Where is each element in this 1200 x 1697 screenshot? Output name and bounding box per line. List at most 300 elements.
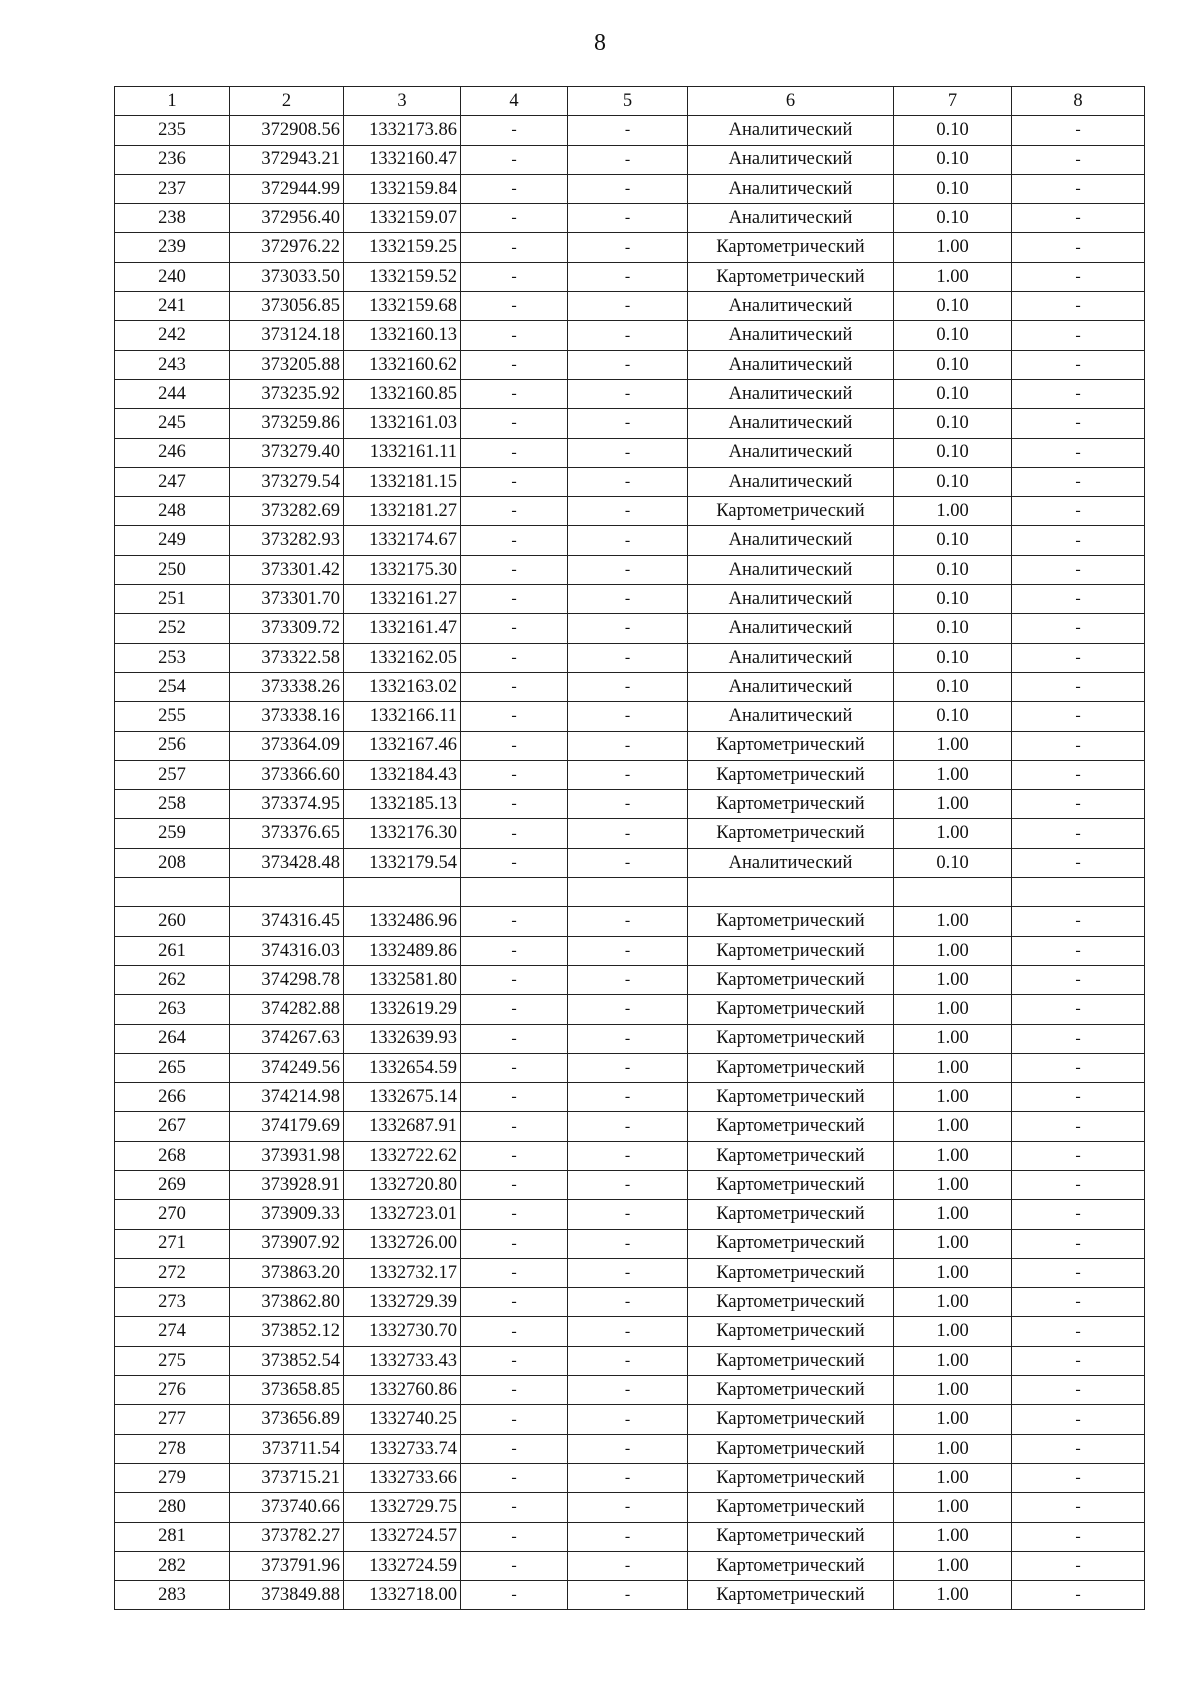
table-row [115, 1083, 1145, 1112]
table-row [115, 995, 1145, 1024]
method-cell: Аналитический [688, 292, 894, 321]
y-coordinate-cell: 1332174.67 [344, 526, 461, 555]
method-cell: Картометрический [688, 1170, 894, 1199]
method-cell: Картометрический [688, 1522, 894, 1551]
point-number-cell: 281 [115, 1522, 230, 1551]
method-cell: Картометрический [688, 936, 894, 965]
accuracy-cell: 1.00 [894, 995, 1012, 1024]
y-coordinate-cell: 1332161.47 [344, 614, 461, 643]
accuracy-cell: 0.10 [894, 438, 1012, 467]
y-coordinate-cell: 1332639.93 [344, 1024, 461, 1053]
x-coordinate-cell: 373852.54 [230, 1346, 344, 1375]
point-number-cell: 239 [115, 233, 230, 262]
point-number-cell: 267 [115, 1112, 230, 1141]
col5-cell: - [568, 1346, 688, 1375]
col8-cell: - [1012, 1200, 1145, 1229]
table-row [115, 204, 1145, 233]
col5-cell: - [568, 672, 688, 701]
method-cell: Картометрический [688, 1229, 894, 1258]
col5-cell: - [568, 204, 688, 233]
accuracy-cell: 0.10 [894, 643, 1012, 672]
y-coordinate-cell: 1332486.96 [344, 907, 461, 936]
x-coordinate-cell: 374316.45 [230, 907, 344, 936]
accuracy-cell: 1.00 [894, 731, 1012, 760]
table-row [115, 1434, 1145, 1463]
col4-cell: - [461, 1522, 568, 1551]
col5-cell: - [568, 1434, 688, 1463]
point-number-cell: 249 [115, 526, 230, 555]
col5-cell: - [568, 1170, 688, 1199]
table-row [115, 790, 1145, 819]
method-cell: Аналитический [688, 321, 894, 350]
x-coordinate-cell: 373791.96 [230, 1551, 344, 1580]
point-number-cell: 248 [115, 497, 230, 526]
col8-cell: - [1012, 936, 1145, 965]
col5-cell: - [568, 1229, 688, 1258]
table-row [115, 1551, 1145, 1580]
col8-cell: - [1012, 1346, 1145, 1375]
table-row [115, 497, 1145, 526]
accuracy-cell: 1.00 [894, 1258, 1012, 1287]
x-coordinate-cell: 373124.18 [230, 321, 344, 350]
point-number-cell [115, 878, 230, 907]
point-number-cell: 242 [115, 321, 230, 350]
method-cell: Картометрический [688, 233, 894, 262]
y-coordinate-cell: 1332654.59 [344, 1053, 461, 1082]
col5-cell [568, 878, 688, 907]
accuracy-cell: 0.10 [894, 848, 1012, 877]
accuracy-cell [894, 878, 1012, 907]
table-row [115, 1376, 1145, 1405]
y-coordinate-cell: 1332724.57 [344, 1522, 461, 1551]
accuracy-cell: 1.00 [894, 1376, 1012, 1405]
accuracy-cell: 1.00 [894, 936, 1012, 965]
col4-cell: - [461, 321, 568, 350]
point-number-cell: 276 [115, 1376, 230, 1405]
col5-cell: - [568, 1083, 688, 1112]
col5-cell: - [568, 1141, 688, 1170]
col5-cell: - [568, 1463, 688, 1492]
accuracy-cell: 1.00 [894, 1200, 1012, 1229]
x-coordinate-cell: 373782.27 [230, 1522, 344, 1551]
col5-cell: - [568, 760, 688, 789]
col4-cell: - [461, 1376, 568, 1405]
table-row [115, 1463, 1145, 1492]
x-coordinate-cell: 373656.89 [230, 1405, 344, 1434]
point-number-cell: 279 [115, 1463, 230, 1492]
method-cell: Аналитический [688, 643, 894, 672]
col8-cell: - [1012, 438, 1145, 467]
accuracy-cell: 0.10 [894, 292, 1012, 321]
col8-cell: - [1012, 409, 1145, 438]
column-header: 4 [461, 87, 568, 116]
col8-cell: - [1012, 731, 1145, 760]
y-coordinate-cell: 1332160.62 [344, 350, 461, 379]
col8-cell: - [1012, 672, 1145, 701]
y-coordinate-cell: 1332160.47 [344, 145, 461, 174]
y-coordinate-cell: 1332161.03 [344, 409, 461, 438]
col8-cell: - [1012, 555, 1145, 584]
col5-cell: - [568, 1493, 688, 1522]
point-number-cell: 255 [115, 702, 230, 731]
y-coordinate-cell: 1332179.54 [344, 848, 461, 877]
method-cell: Аналитический [688, 848, 894, 877]
col5-cell: - [568, 1024, 688, 1053]
col5-cell: - [568, 1112, 688, 1141]
table-row [115, 702, 1145, 731]
method-cell: Аналитический [688, 438, 894, 467]
table-row [115, 936, 1145, 965]
accuracy-cell: 0.10 [894, 467, 1012, 496]
method-cell: Картометрический [688, 1024, 894, 1053]
col4-cell: - [461, 1434, 568, 1463]
col8-cell: - [1012, 526, 1145, 555]
col4-cell: - [461, 614, 568, 643]
y-coordinate-cell: 1332184.43 [344, 760, 461, 789]
col4-cell: - [461, 1200, 568, 1229]
col8-cell: - [1012, 1581, 1145, 1610]
y-coordinate-cell: 1332161.11 [344, 438, 461, 467]
table-row [115, 292, 1145, 321]
accuracy-cell: 0.10 [894, 555, 1012, 584]
y-coordinate-cell: 1332159.68 [344, 292, 461, 321]
col5-cell: - [568, 526, 688, 555]
table-row [115, 438, 1145, 467]
method-cell [688, 878, 894, 907]
col8-cell: - [1012, 321, 1145, 350]
col5-cell: - [568, 819, 688, 848]
col5-cell: - [568, 702, 688, 731]
point-number-cell: 238 [115, 204, 230, 233]
table-row [115, 731, 1145, 760]
col5-cell: - [568, 174, 688, 203]
method-cell: Аналитический [688, 379, 894, 408]
table-row [115, 965, 1145, 994]
point-number-cell: 272 [115, 1258, 230, 1287]
col5-cell: - [568, 1200, 688, 1229]
col4-cell: - [461, 731, 568, 760]
y-coordinate-cell: 1332732.17 [344, 1258, 461, 1287]
accuracy-cell: 1.00 [894, 1288, 1012, 1317]
col4-cell: - [461, 907, 568, 936]
table-row [115, 262, 1145, 291]
x-coordinate-cell: 374249.56 [230, 1053, 344, 1082]
col5-cell: - [568, 1258, 688, 1287]
col5-cell: - [568, 1405, 688, 1434]
table-row [115, 1170, 1145, 1199]
accuracy-cell: 0.10 [894, 379, 1012, 408]
col8-cell: - [1012, 262, 1145, 291]
x-coordinate-cell: 372908.56 [230, 116, 344, 145]
point-number-cell: 263 [115, 995, 230, 1024]
method-cell: Картометрический [688, 262, 894, 291]
col8-cell: - [1012, 1024, 1145, 1053]
accuracy-cell: 1.00 [894, 1551, 1012, 1580]
col4-cell: - [461, 116, 568, 145]
col4-cell: - [461, 1112, 568, 1141]
col5-cell: - [568, 145, 688, 174]
x-coordinate-cell: 373033.50 [230, 262, 344, 291]
col4-cell: - [461, 1258, 568, 1287]
col8-cell: - [1012, 643, 1145, 672]
point-number-cell: 277 [115, 1405, 230, 1434]
method-cell: Аналитический [688, 145, 894, 174]
accuracy-cell: 0.10 [894, 145, 1012, 174]
x-coordinate-cell: 373907.92 [230, 1229, 344, 1258]
col5-cell: - [568, 292, 688, 321]
col4-cell: - [461, 848, 568, 877]
table-row [115, 1317, 1145, 1346]
accuracy-cell: 1.00 [894, 1024, 1012, 1053]
column-header: 1 [115, 87, 230, 116]
y-coordinate-cell: 1332733.74 [344, 1434, 461, 1463]
col5-cell: - [568, 1317, 688, 1346]
accuracy-cell: 1.00 [894, 1463, 1012, 1492]
method-cell: Аналитический [688, 555, 894, 584]
y-coordinate-cell [344, 878, 461, 907]
point-number-cell: 243 [115, 350, 230, 379]
point-number-cell: 247 [115, 467, 230, 496]
accuracy-cell: 0.10 [894, 116, 1012, 145]
accuracy-cell: 0.10 [894, 321, 1012, 350]
table-row [115, 555, 1145, 584]
col8-cell: - [1012, 760, 1145, 789]
column-header: 8 [1012, 87, 1145, 116]
table-row [115, 467, 1145, 496]
col4-cell: - [461, 643, 568, 672]
table-row [115, 1258, 1145, 1287]
col8-cell: - [1012, 1170, 1145, 1199]
x-coordinate-cell: 372943.21 [230, 145, 344, 174]
method-cell: Картометрический [688, 1376, 894, 1405]
method-cell: Картометрический [688, 1493, 894, 1522]
table-body [115, 116, 1145, 1610]
col4-cell: - [461, 379, 568, 408]
x-coordinate-cell: 373282.93 [230, 526, 344, 555]
point-number-cell: 244 [115, 379, 230, 408]
table-row [115, 116, 1145, 145]
col4-cell: - [461, 438, 568, 467]
y-coordinate-cell: 1332760.86 [344, 1376, 461, 1405]
y-coordinate-cell: 1332159.84 [344, 174, 461, 203]
table-row [115, 643, 1145, 672]
accuracy-cell: 1.00 [894, 1346, 1012, 1375]
table-row [115, 878, 1145, 907]
x-coordinate-cell: 374298.78 [230, 965, 344, 994]
y-coordinate-cell: 1332167.46 [344, 731, 461, 760]
accuracy-cell: 0.10 [894, 409, 1012, 438]
method-cell: Картометрический [688, 760, 894, 789]
point-number-cell: 269 [115, 1170, 230, 1199]
method-cell: Аналитический [688, 204, 894, 233]
col4-cell: - [461, 585, 568, 614]
accuracy-cell: 1.00 [894, 1112, 1012, 1141]
col5-cell: - [568, 497, 688, 526]
col4-cell: - [461, 760, 568, 789]
y-coordinate-cell: 1332723.01 [344, 1200, 461, 1229]
method-cell: Картометрический [688, 1317, 894, 1346]
point-number-cell: 273 [115, 1288, 230, 1317]
point-number-cell: 278 [115, 1434, 230, 1463]
method-cell: Аналитический [688, 585, 894, 614]
accuracy-cell: 1.00 [894, 497, 1012, 526]
col5-cell: - [568, 907, 688, 936]
y-coordinate-cell: 1332166.11 [344, 702, 461, 731]
x-coordinate-cell: 373301.70 [230, 585, 344, 614]
method-cell: Картометрический [688, 731, 894, 760]
y-coordinate-cell: 1332159.25 [344, 233, 461, 262]
col4-cell: - [461, 702, 568, 731]
point-number-cell: 252 [115, 614, 230, 643]
col8-cell: - [1012, 1463, 1145, 1492]
method-cell: Картометрический [688, 1346, 894, 1375]
method-cell: Картометрический [688, 995, 894, 1024]
col8-cell: - [1012, 585, 1145, 614]
col8-cell: - [1012, 379, 1145, 408]
x-coordinate-cell: 374214.98 [230, 1083, 344, 1112]
col8-cell: - [1012, 1258, 1145, 1287]
col4-cell: - [461, 790, 568, 819]
x-coordinate-cell: 373928.91 [230, 1170, 344, 1199]
accuracy-cell: 1.00 [894, 1083, 1012, 1112]
col4-cell: - [461, 233, 568, 262]
col5-cell: - [568, 438, 688, 467]
method-cell: Картометрический [688, 965, 894, 994]
x-coordinate-cell: 373056.85 [230, 292, 344, 321]
x-coordinate-cell: 373852.12 [230, 1317, 344, 1346]
y-coordinate-cell: 1332720.80 [344, 1170, 461, 1199]
accuracy-cell: 0.10 [894, 585, 1012, 614]
y-coordinate-cell: 1332175.30 [344, 555, 461, 584]
x-coordinate-cell: 373338.26 [230, 672, 344, 701]
y-coordinate-cell: 1332729.75 [344, 1493, 461, 1522]
y-coordinate-cell: 1332159.52 [344, 262, 461, 291]
x-coordinate-cell: 374282.88 [230, 995, 344, 1024]
table-row [115, 145, 1145, 174]
point-number-cell: 241 [115, 292, 230, 321]
point-number-cell: 274 [115, 1317, 230, 1346]
x-coordinate-cell: 373322.58 [230, 643, 344, 672]
method-cell: Картометрический [688, 1141, 894, 1170]
col8-cell: - [1012, 1229, 1145, 1258]
accuracy-cell: 1.00 [894, 1053, 1012, 1082]
table-row [115, 1141, 1145, 1170]
method-cell: Картометрический [688, 1288, 894, 1317]
method-cell: Картометрический [688, 1551, 894, 1580]
table-row [115, 379, 1145, 408]
point-number-cell: 271 [115, 1229, 230, 1258]
x-coordinate-cell: 374179.69 [230, 1112, 344, 1141]
col5-cell: - [568, 643, 688, 672]
table-row [115, 1229, 1145, 1258]
y-coordinate-cell: 1332163.02 [344, 672, 461, 701]
method-cell: Аналитический [688, 702, 894, 731]
col8-cell: - [1012, 497, 1145, 526]
column-header: 7 [894, 87, 1012, 116]
x-coordinate-cell: 373235.92 [230, 379, 344, 408]
x-coordinate-cell: 373301.42 [230, 555, 344, 584]
y-coordinate-cell: 1332733.66 [344, 1463, 461, 1492]
x-coordinate-cell: 373205.88 [230, 350, 344, 379]
col8-cell: - [1012, 995, 1145, 1024]
y-coordinate-cell: 1332176.30 [344, 819, 461, 848]
point-number-cell: 270 [115, 1200, 230, 1229]
point-number-cell: 265 [115, 1053, 230, 1082]
method-cell: Аналитический [688, 409, 894, 438]
point-number-cell: 251 [115, 585, 230, 614]
col8-cell: - [1012, 1317, 1145, 1346]
accuracy-cell: 0.10 [894, 526, 1012, 555]
point-number-cell: 246 [115, 438, 230, 467]
accuracy-cell: 1.00 [894, 233, 1012, 262]
table-row [115, 1200, 1145, 1229]
method-cell: Картометрический [688, 1434, 894, 1463]
y-coordinate-cell: 1332726.00 [344, 1229, 461, 1258]
col5-cell: - [568, 350, 688, 379]
page-number: 8 [594, 30, 606, 56]
table-row [115, 174, 1145, 203]
y-coordinate-cell: 1332733.43 [344, 1346, 461, 1375]
table-row [115, 1024, 1145, 1053]
accuracy-cell: 1.00 [894, 1405, 1012, 1434]
point-number-cell: 283 [115, 1581, 230, 1610]
col8-cell: - [1012, 965, 1145, 994]
x-coordinate-cell: 373862.80 [230, 1288, 344, 1317]
col4-cell: - [461, 965, 568, 994]
col5-cell: - [568, 585, 688, 614]
y-coordinate-cell: 1332740.25 [344, 1405, 461, 1434]
table-row [115, 819, 1145, 848]
accuracy-cell: 0.10 [894, 672, 1012, 701]
y-coordinate-cell: 1332619.29 [344, 995, 461, 1024]
x-coordinate-cell: 373338.16 [230, 702, 344, 731]
col5-cell: - [568, 379, 688, 408]
col8-cell: - [1012, 233, 1145, 262]
x-coordinate-cell: 373366.60 [230, 760, 344, 789]
table-row [115, 409, 1145, 438]
col5-cell: - [568, 321, 688, 350]
point-number-cell: 258 [115, 790, 230, 819]
x-coordinate-cell: 373931.98 [230, 1141, 344, 1170]
point-number-cell: 254 [115, 672, 230, 701]
col8-cell: - [1012, 702, 1145, 731]
col5-cell: - [568, 409, 688, 438]
col5-cell: - [568, 1053, 688, 1082]
y-coordinate-cell: 1332173.86 [344, 116, 461, 145]
x-coordinate-cell: 373849.88 [230, 1581, 344, 1610]
accuracy-cell: 0.10 [894, 702, 1012, 731]
y-coordinate-cell: 1332160.85 [344, 379, 461, 408]
accuracy-cell: 1.00 [894, 819, 1012, 848]
table-row [115, 672, 1145, 701]
x-coordinate-cell: 373740.66 [230, 1493, 344, 1522]
x-coordinate-cell: 373376.65 [230, 819, 344, 848]
col5-cell: - [568, 1288, 688, 1317]
col4-cell: - [461, 262, 568, 291]
col8-cell: - [1012, 116, 1145, 145]
y-coordinate-cell: 1332489.86 [344, 936, 461, 965]
y-coordinate-cell: 1332722.62 [344, 1141, 461, 1170]
x-coordinate-cell: 373428.48 [230, 848, 344, 877]
table-row [115, 350, 1145, 379]
col8-cell: - [1012, 1141, 1145, 1170]
x-coordinate-cell: 373863.20 [230, 1258, 344, 1287]
x-coordinate-cell: 372944.99 [230, 174, 344, 203]
col8-cell [1012, 878, 1145, 907]
col8-cell: - [1012, 1551, 1145, 1580]
col4-cell: - [461, 555, 568, 584]
accuracy-cell: 1.00 [894, 1141, 1012, 1170]
